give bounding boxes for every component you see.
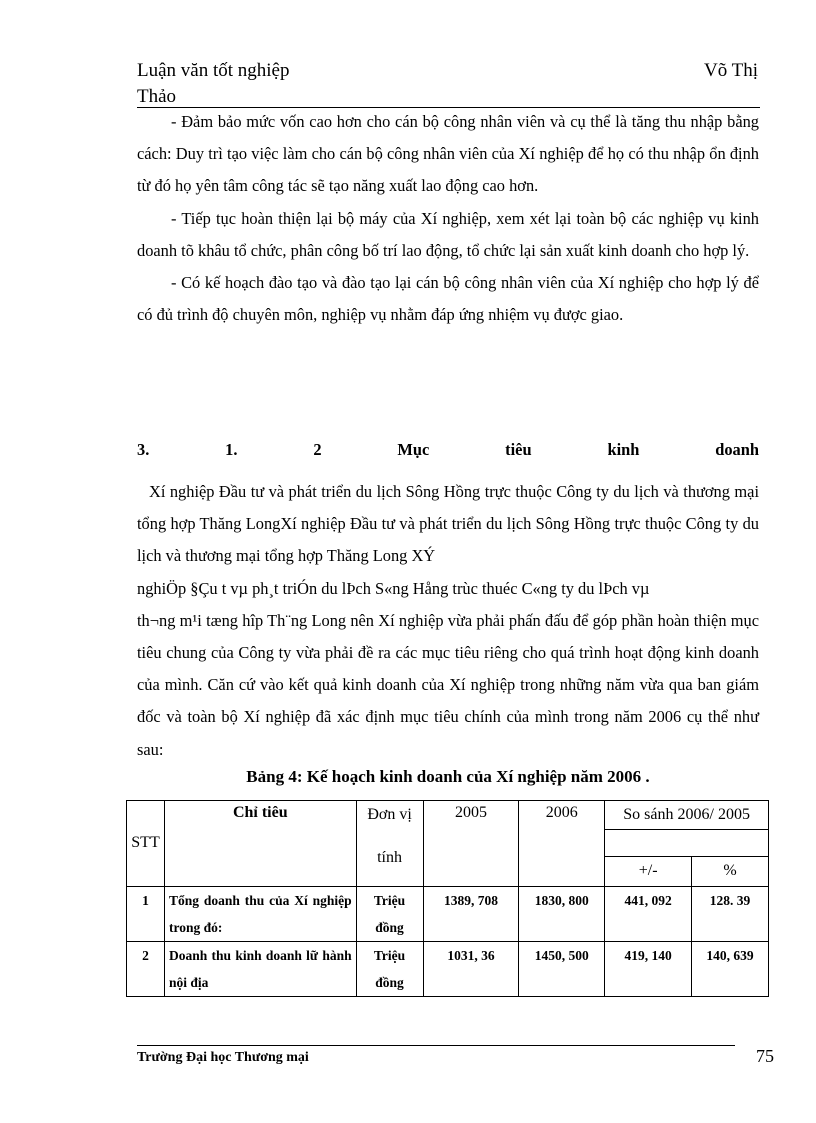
cell-unit: Triệu đồng [356,941,423,996]
cell-2006: 1830, 800 [519,886,605,941]
section-heading [137,436,759,464]
table-row [127,941,769,996]
cell-2005: 1389, 708 [423,886,519,941]
cell-2006: 1450, 500 [519,941,605,996]
business-plan-table [126,800,769,997]
cell-indicator: Tổng doanh thu của Xí nghiệp trong đó: [164,886,356,941]
paragraph-3: - Có kế hoạch đào tạo và đào tạo lại cán bộ công nhân viên của Xí nghiệp cho hợp lý để có đủ trình độ chuyên môn, nghiệp vụ nhằm đáp ứng nhiệm vụ được giao. [137,273,759,325]
heading-num-3: 2 [313,440,322,459]
objectives-paragraph [137,476,759,766]
paragraph-1: - Đảm bảo mức vốn cao hơn cho cán bộ công nhân viên và cụ thể là tăng thu nhập bằng cách: Duy trì tạo việc làm cho cán bộ công nhân viên của Xí nghiệp để họ có thu nhập ổn định từ đó họ yên tâm công tác sẽ tạo năng xuất lao động cao hơn. [137,112,759,196]
cell-diff: 441, 092 [605,886,692,941]
heading-word-3: kinh [607,440,640,459]
heading-word-1: Mục [397,440,430,459]
footer-divider [137,1045,735,1046]
para2-line2: nghiÖp §Çu t vµ ph¸t triÓn du lÞch S«ng Hång trùc thuéc C«ng ty du lÞch vµ [137,578,650,598]
col-header-diff: +/- [605,857,692,886]
cell-unit: Triệu đồng [356,886,423,941]
footer-school: Trường Đại học Thương mại [137,1050,309,1065]
col-header-indicator: Chỉ tiêu [164,801,356,887]
header-author: Võ Thị [703,60,758,81]
cell-indicator: Doanh thu kinh doanh lữ hành nội địa [164,941,356,996]
col-header-unit-2: tính [356,830,423,887]
para2-line1: Xí nghiệp Đầu tư và phát triển du lịch Sông Hồng trực thuộc Công ty du lịch và thương mại tổng hợp Thăng LongXí nghiệp Đầu tư và phát triển du lịch Sông Hồng trực thuộc Công ty du lịch và thương mại tổng hợp Thăng Long XÝ [137,482,759,566]
heading-num-2: 1. [225,440,238,459]
cell-pct: 140, 639 [692,941,769,996]
heading-word-2: tiêu [505,440,532,459]
heading-num-1: 3. [137,440,150,459]
heading-word-4: doanh [715,440,759,459]
col-header-stt: STT [127,801,165,887]
paragraph-2: - Tiếp tục hoàn thiện lại bộ máy của Xí nghiệp, xem xét lại toàn bộ các nghiệp vụ kinh doanh tõ khâu tổ chức, phân công bố trí lao động, tổ chức lại sản xuất kinh doanh cho hợp lý. [137,208,759,260]
body-text [137,106,759,331]
col-header-compare: So sánh 2006/ 2005 [605,801,769,830]
para2-line3: th¬ng m¹i tæng hîp Th¨ng Long nên Xí nghiệp vừa phải phấn đấu để góp phần hoàn thiện mục tiêu chung của Công ty vừa phải đề ra các mục tiêu riêng cho quá trình hoạt động kinh doanh của mình. Căn cứ vào kết quả kinh doanh của Xí nghiệp trong những năm vừa qua ban giám đốc và toàn bộ Xí nghiệp đã xác định mục tiêu chính của mình trong năm 2006 cụ thể như sau: [137,610,759,759]
col-header-2006: 2006 [519,801,605,887]
table-title: Bảng 4: Kế hoạch kinh doanh của Xí nghiệp năm 2006 . [246,767,650,786]
header-title-line1: Luận văn tốt nghiệp [137,60,290,81]
col-header-pct: % [692,857,769,886]
page-number: 75 [756,1046,774,1066]
col-header-compare-spacer [605,830,769,857]
table-row [127,886,769,941]
col-header-unit-1: Đơn vị [356,801,423,830]
cell-pct: 128. 39 [692,886,769,941]
col-header-2005: 2005 [423,801,519,887]
cell-stt: 1 [127,886,165,941]
cell-2005: 1031, 36 [423,941,519,996]
cell-diff: 419, 140 [605,941,692,996]
cell-stt: 2 [127,941,165,996]
header-title-line2: Thảo [137,86,177,107]
header-title [137,58,290,110]
